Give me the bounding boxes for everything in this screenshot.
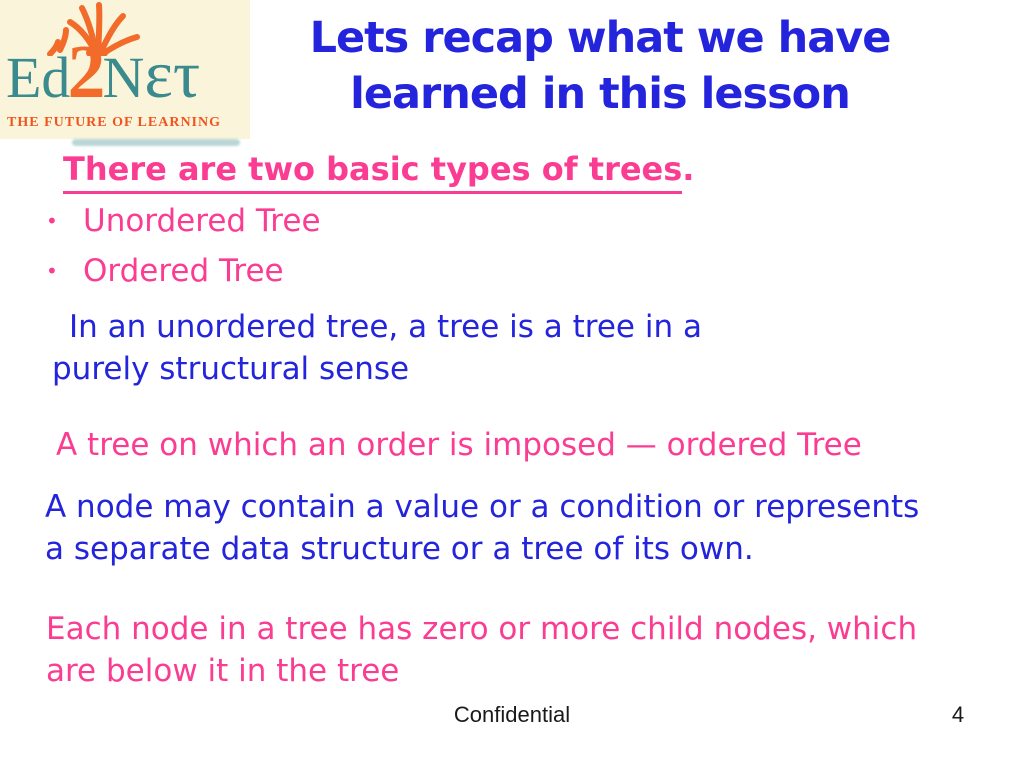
heading-two-types [63, 150, 694, 188]
heading-underlined-text: There are two basic types of trees [63, 150, 682, 194]
paragraph-ordered-tree [56, 424, 862, 466]
slide-title-line-1: Lets recap what we have [309, 13, 891, 63]
logo-edge-smudge [72, 139, 240, 146]
logo-text-n: N [102, 45, 145, 110]
footer-confidential: Confidential [453, 702, 571, 727]
logo-wordmark [6, 30, 201, 114]
paragraph-line: A node may contain a value or a condition or represents [45, 489, 920, 525]
paragraph-child-nodes [46, 608, 917, 692]
bullet-marker: • [46, 259, 58, 283]
logo-tagline: THE FUTURE OF LEARNING [7, 115, 222, 130]
paragraph-line: Each node in a tree has zero or more child nodes, which [46, 611, 918, 647]
heading-period: . [682, 150, 695, 188]
bullet-marker: • [46, 209, 58, 233]
logo-text-et: ετ [144, 36, 201, 112]
bullet-list [46, 198, 321, 298]
paragraph-line: In an unordered tree, a tree is a tree in a [69, 309, 702, 345]
bullet-label: Ordered Tree [83, 253, 284, 289]
slide-title [255, 10, 945, 122]
logo-text-ed: Ed [6, 45, 71, 110]
bullet-label: Unordered Tree [83, 203, 321, 239]
paragraph-line: are below it in the tree [46, 653, 400, 689]
bullet-item-ordered [46, 248, 321, 298]
bullet-item-unordered [46, 198, 321, 248]
paragraph-unordered-tree [52, 306, 702, 390]
paragraph-line: A tree on which an order is imposed — ordered Tree [56, 427, 862, 463]
paragraph-line: a separate data structure or a tree of its own. [45, 531, 754, 567]
slide-title-line-2: learned in this lesson [350, 69, 850, 119]
page-number: 4 [951, 702, 965, 727]
paragraph-line: purely structural sense [52, 351, 410, 387]
logo-text-2: 2 [67, 30, 106, 114]
ed2net-logo [0, 0, 250, 139]
paragraph-node-contents [45, 486, 919, 570]
